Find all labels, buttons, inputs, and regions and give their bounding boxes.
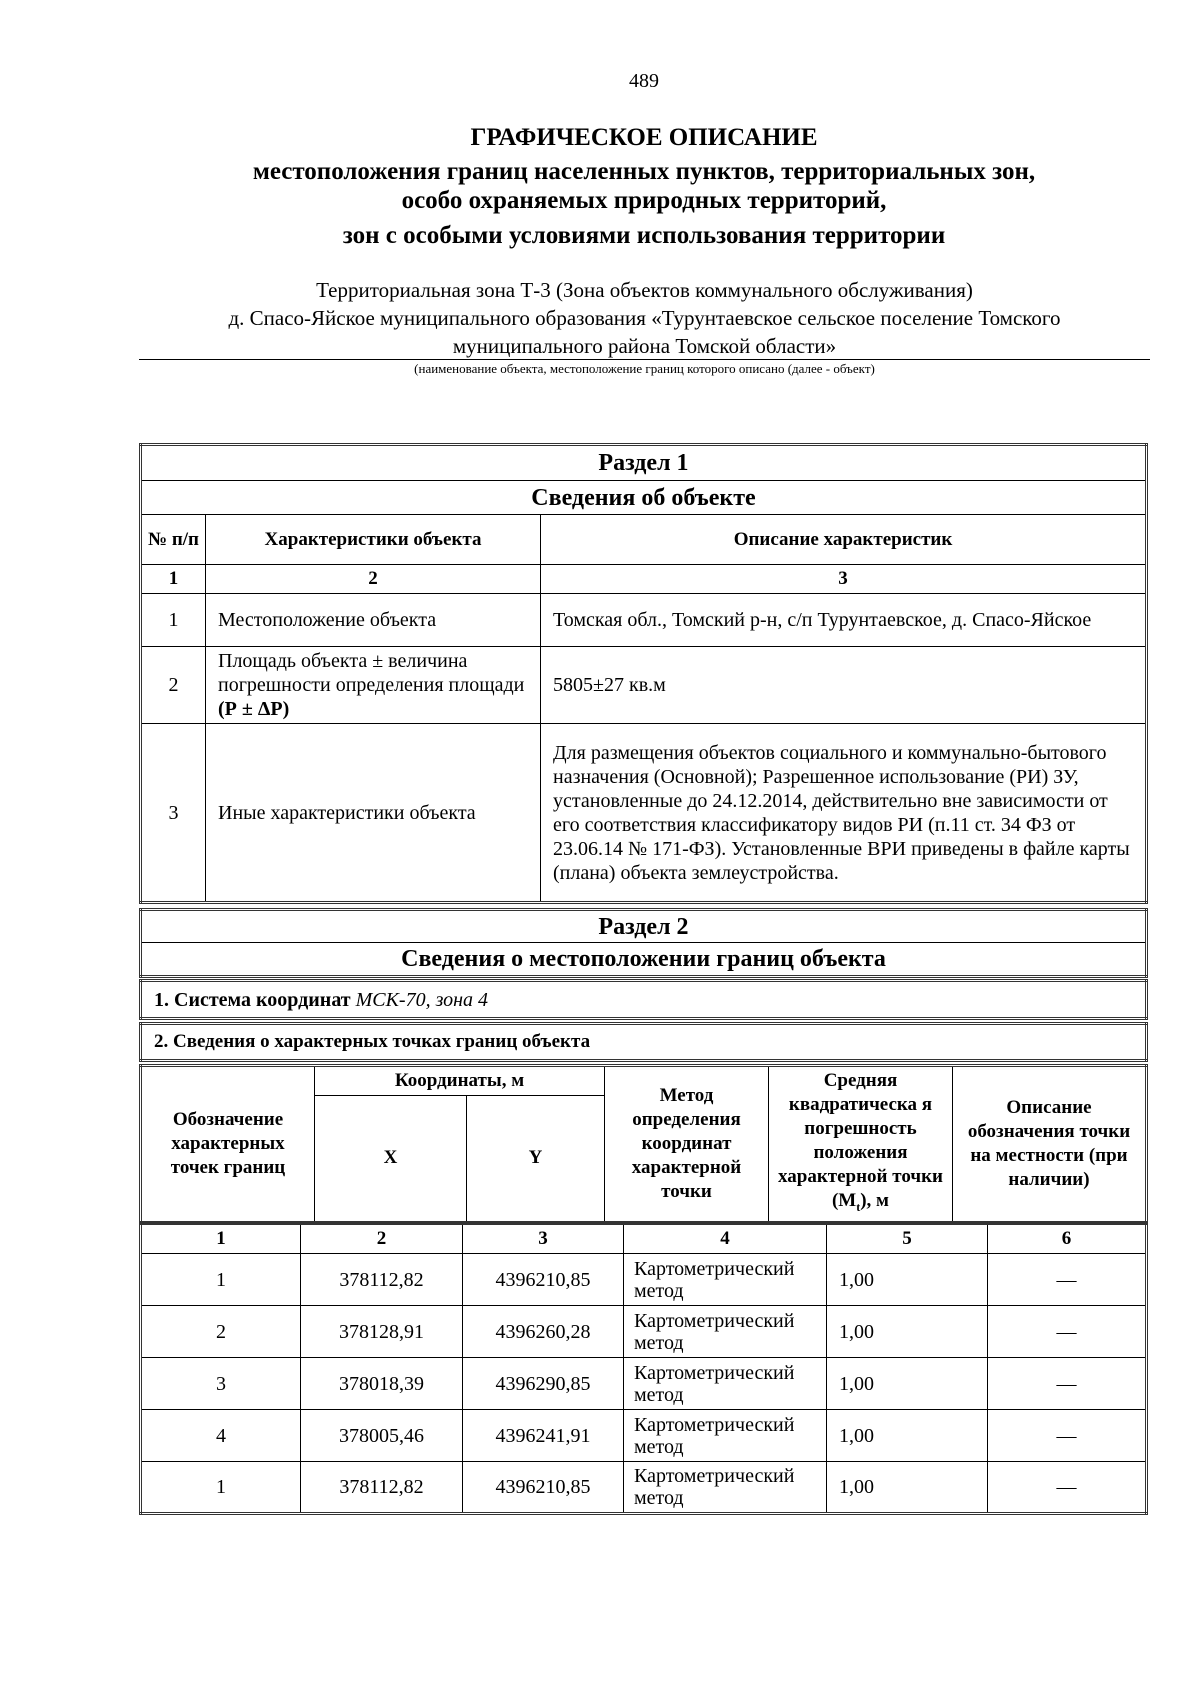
points-label-block [139,1022,1148,1062]
row-name: Местоположение объекта [206,594,541,647]
mean-error: 1,00 [827,1462,988,1514]
coord-y: 4396260,28 [463,1306,624,1358]
section2-table [139,908,1148,978]
header-coordinates: Координаты, м [315,1066,605,1096]
header-number: № п/п [141,515,206,565]
header-designation: Обозначение характерных точек границ [141,1066,315,1223]
section2-title: Раздел 2 [141,910,1147,943]
table-row [141,1358,1147,1410]
header-description: Описание характеристик [541,515,1147,565]
points-header-table [139,1064,1148,1224]
doc-title-line: зон с особыми условиями использования территории [342,222,946,249]
object-name-line: муниципального района Томской области» [452,334,837,358]
col-number: 5 [827,1224,988,1254]
col-number: 3 [541,565,1147,594]
table-row [141,1462,1147,1514]
coord-system-label: 1. Система координат [154,988,356,1011]
header-error-sub: t [856,1199,861,1214]
row-name-formula: (Р ± ΔР) [218,698,290,720]
section1-table [139,443,1148,904]
row-value: 5805±27 кв.м [541,647,1147,724]
method: Картометрический метод [624,1358,827,1410]
points-label: 2. Сведения о характерных точках границ объекта [141,1024,1147,1061]
doc-title: ГРАФИЧЕСКОЕ ОПИСАНИЕ [470,124,818,151]
object-name: Территориальная зона Т-3 (Зона объектов коммунального обслуживания) [316,278,973,302]
coord-x: 378005,46 [301,1410,463,1462]
point-number: 4 [141,1410,301,1462]
coord-x: 378112,82 [301,1462,463,1514]
coord-system-block [139,979,1148,1020]
doc-title-line: особо охраняемых природных территорий, [401,187,887,214]
col-number: 2 [206,565,541,594]
header-error [769,1066,953,1223]
points-table [139,1222,1148,1515]
header-characteristics: Характеристики объекта [206,515,541,565]
header-y: Y [467,1096,605,1223]
point-description: — [988,1254,1147,1306]
mean-error: 1,00 [827,1358,988,1410]
table-row [141,1410,1147,1462]
table-row [141,724,1147,903]
point-number: 1 [141,1462,301,1514]
header-x: X [315,1096,467,1223]
header-method: Метод определения координат характерной точки [605,1066,769,1223]
col-number: 1 [141,565,206,594]
coord-y: 4396290,85 [463,1358,624,1410]
row-name: Иные характеристики объекта [206,724,541,903]
object-name-line: д. Спасо-Яйское муниципального образования «Турунтаевское сельское поселение Томского [228,306,1061,330]
doc-title-line: местоположения границ населенных пунктов, территориальных зон, [252,158,1036,185]
coord-y: 4396241,91 [463,1410,624,1462]
method: Картометрический метод [624,1410,827,1462]
row-name [206,647,541,724]
row-name-text: Площадь объекта ± величина погрешности определения площади [218,650,525,696]
header-description: Описание обозначения точки на местности (при наличии) [953,1066,1147,1223]
coord-system-value: МСК-70, зона 4 [355,988,489,1011]
method: Картометрический метод [624,1306,827,1358]
point-number: 3 [141,1358,301,1410]
row-number: 2 [141,647,206,724]
mean-error: 1,00 [827,1410,988,1462]
header-error-tail: ), м [860,1190,890,1211]
row-value: Для размещения объектов социального и коммунально-бытового назначения (Основной); Разрешенное использование (РИ) ЗУ, установленные до 24.12.2014, действительно вне зависимости от его соответствия классификатору видов РИ (п.11 ст. 34 ФЗ от 23.06.14 № 171-ФЗ). Установленные ВРИ приведены в файле карты (плана) объекта землеустройства. [541,724,1147,903]
coord-y: 4396210,85 [463,1462,624,1514]
table-row [141,1254,1147,1306]
point-number: 2 [141,1306,301,1358]
section2-subtitle: Сведения о местоположении границ объекта [141,943,1147,977]
method: Картометрический метод [624,1254,827,1306]
caption: (наименование объекта, местоположение границ которого описано (далее - объект) [414,361,875,376]
col-number: 1 [141,1224,301,1254]
col-number: 3 [463,1224,624,1254]
coord-y: 4396210,85 [463,1254,624,1306]
table-row [141,647,1147,724]
header-error-text: Средняя квадратическа я погрешность положения характерной точки (M [778,1070,943,1211]
col-number: 2 [301,1224,463,1254]
row-number: 3 [141,724,206,903]
point-description: — [988,1306,1147,1358]
point-number: 1 [141,1254,301,1306]
coord-x: 378018,39 [301,1358,463,1410]
page-number: 489 [629,70,659,92]
section1-title: Раздел 1 [141,445,1147,481]
method: Картометрический метод [624,1462,827,1514]
mean-error: 1,00 [827,1254,988,1306]
table-row [141,1306,1147,1358]
point-description: — [988,1358,1147,1410]
point-description: — [988,1462,1147,1514]
row-number: 1 [141,594,206,647]
row-value: Томская обл., Томский р-н, с/п Турунтаевское, д. Спасо-Яйское [541,594,1147,647]
coord-x: 378128,91 [301,1306,463,1358]
point-description: — [988,1410,1147,1462]
section1-subtitle: Сведения об объекте [141,481,1147,515]
divider [139,359,1150,360]
col-number: 4 [624,1224,827,1254]
coord-x: 378112,82 [301,1254,463,1306]
mean-error: 1,00 [827,1306,988,1358]
table-row [141,594,1147,647]
col-number: 6 [988,1224,1147,1254]
